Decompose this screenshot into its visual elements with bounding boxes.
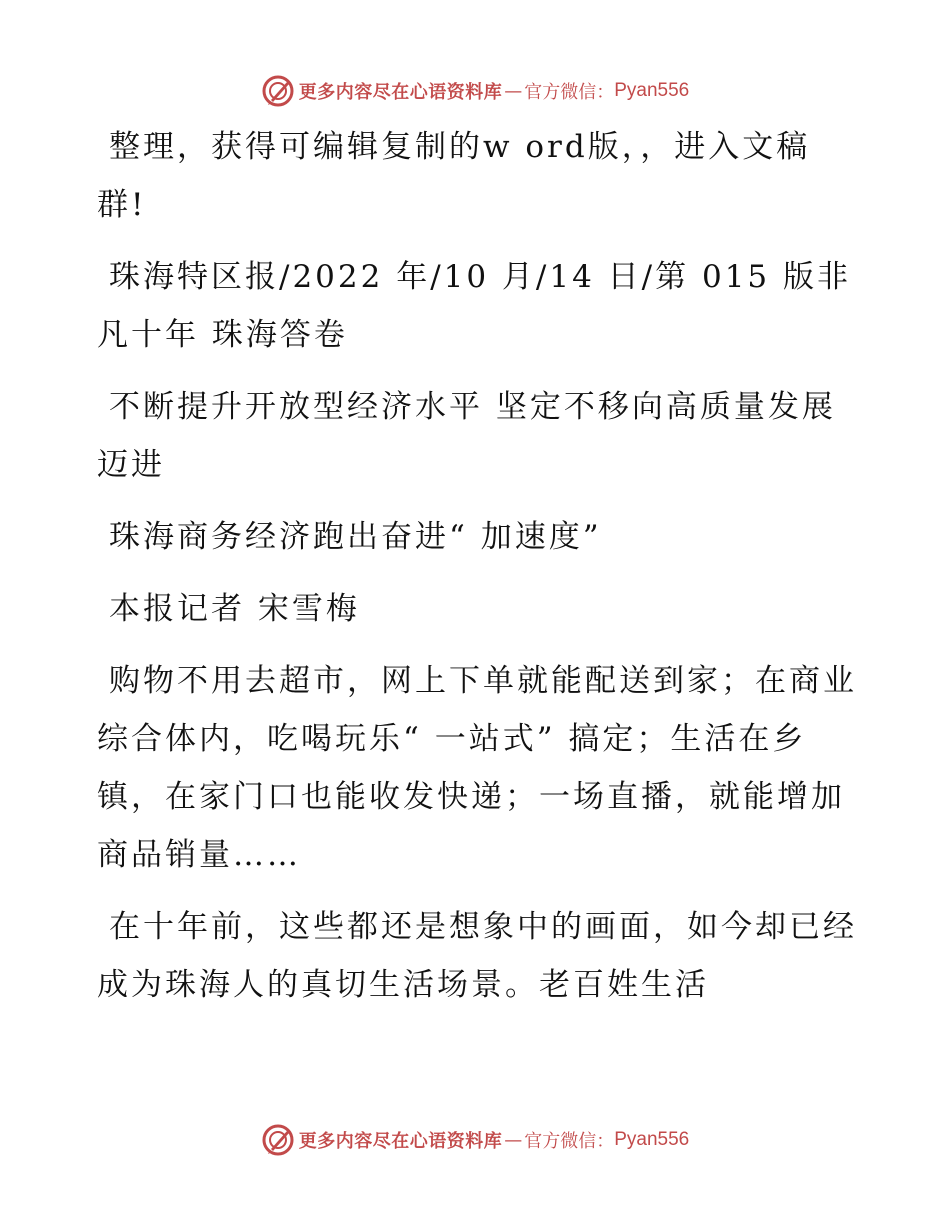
paragraph-subheadline: 珠海商务经济跑出奋进“ 加速度” — [109, 519, 602, 555]
banner-separator: — — [504, 1129, 523, 1151]
document-body — [97, 118, 857, 1028]
pen-circle-logo-icon — [261, 74, 295, 108]
paragraph-body-2: 在十年前，这些都还是想象中的画面，如今却已经成为珠海人的真切生活场景。老百姓生活 — [97, 909, 857, 1003]
banner-separator: — — [504, 80, 523, 102]
paragraph-headline: 不断提升开放型经济水平 坚定不移向高质量发展迈进 — [97, 389, 836, 483]
banner-title: 更多内容尽在心语资料库 — [298, 82, 503, 103]
paragraph-body-1: 购物不用去超市，网上下单就能配送到家；在商业综合体内，吃喝玩乐“ 一站式” 搞定；生活在乡镇，在家门口也能收发快递；一场直播，就能增加商品销量…… — [97, 663, 857, 873]
header-watermark-banner — [0, 71, 950, 111]
paragraph-intro: 整理，获得可编辑复制的w ord版，，进入文稿群! — [97, 129, 811, 223]
pen-circle-logo-icon — [261, 1123, 295, 1157]
banner-handle: Pyan556 — [614, 80, 690, 101]
banner-handle: Pyan556 — [614, 1129, 690, 1150]
footer-watermark-banner — [0, 1120, 950, 1160]
banner-subtitle: 官方微信： — [524, 82, 615, 103]
paragraph-source-line: 珠海特区报/2022 年/10 月/14 日/第 015 版非凡十年 珠海答卷 — [97, 259, 852, 353]
paragraph-byline: 本报记者 宋雪梅 — [109, 591, 360, 627]
banner-title: 更多内容尽在心语资料库 — [298, 1131, 503, 1152]
banner-subtitle: 官方微信： — [524, 1131, 615, 1152]
